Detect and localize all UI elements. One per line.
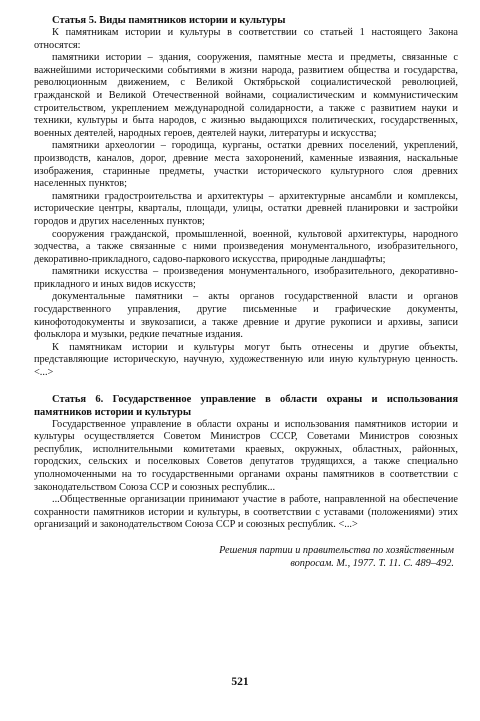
source-citation-line-1: Решения партии и правительства по хозяйственным [219,544,454,556]
source-citation-line-2: вопросам. М., 1977. Т. 11. С. 489–492. [290,557,454,569]
article-5-paragraph-2: памятники истории – здания, сооружения, памятные места и предметы, связанные с важнейшими историческими событиями в жизни народа, развитием общества и государства, революционным движением, с Великой Октябрьской социалистической революцией, гражданской и Великой Отечественной войнами, социалистическим и коммунистическим строительством, укреплением международной солидарности, а также с развитием науки и техники, культуры и быта народов, с жизнью выдающихся политических, государственных, военных деятелей, народных героев, деятелей науки, литературы и искусства; [34,52,458,139]
article-5-paragraph-7: документальные памятники – акты органов государственной власти и органов государственного управления, другие письменные и графические документы, кинофотодокументы и звукозаписи, а также древние и другие рукописи и архивы, записи фольклора и музыки, редкие печатные издания. [34,291,458,341]
article-5-paragraph-4: памятники градостроительства и архитектуры – архитектурные ансамбли и комплексы, исторические центры, кварталы, площади, улицы, остатки древней планировки и застройки городов и других населенных пунктов; [34,190,458,227]
article-6-heading: Статья 6. Государственное управление в области охраны и использования памятников истории и культуры [34,393,458,418]
article-5-heading: Статья 5. Виды памятников истории и культуры [52,15,286,26]
source-citation [34,544,458,570]
article-6-paragraph-2: ...Общественные организации принимают участие в работе, направленной на обеспечение сохранности памятников истории и культуры, в соответствии с уставами (положениями) этих организаций и законодательством Союза ССР и союзных республик. <...> [34,494,458,531]
section-gap [34,380,458,393]
article-5-paragraph-1: К памятникам истории и культуры в соответствии со статьей 1 настоящего Закона относятся: [34,27,458,51]
article-5-paragraph-6: памятники искусства – произведения монументального, изобразительного, декоративно-прикладного и иных видов искусств; [34,266,458,290]
page-number: 521 [231,676,249,688]
article-5-paragraph-5: сооружения гражданской, промышленной, военной, культовой архитектуры, народного зодчества, а также связанные с ними произведения монументального, изобразительного, декоративно-прикладного, садово-паркового искусства, природные ландшафты; [34,228,458,265]
article-5-paragraph-8: К памятникам истории и культуры могут быть отнесены и другие объекты, представляющие историческую, научную, художественную или иную культурную ценность. <...> [34,341,458,379]
article-5-paragraph-3: памятники археологии – городища, курганы, остатки древних поселений, укреплений, производств, каналов, дорог, древние места захоронений, каменные изваяния, наскальные изображения, старинные предметы, участки исторического культурного слоя древних населенных пунктов; [34,140,458,190]
article-6-paragraph-1: Государственное управление в области охраны и использования памятников истории и культуры осуществляется Советом Министров СССР, Советами Министров союзных республик, исполнительными комитетами краевых, окружных, областных, районных, городских, сельских и поселковых Советов депутатов трудящихся, а также специально уполномоченными на то государственными органами охраны памятников в соответствии с законодательством Союза ССР и союзных республик... [34,418,458,493]
